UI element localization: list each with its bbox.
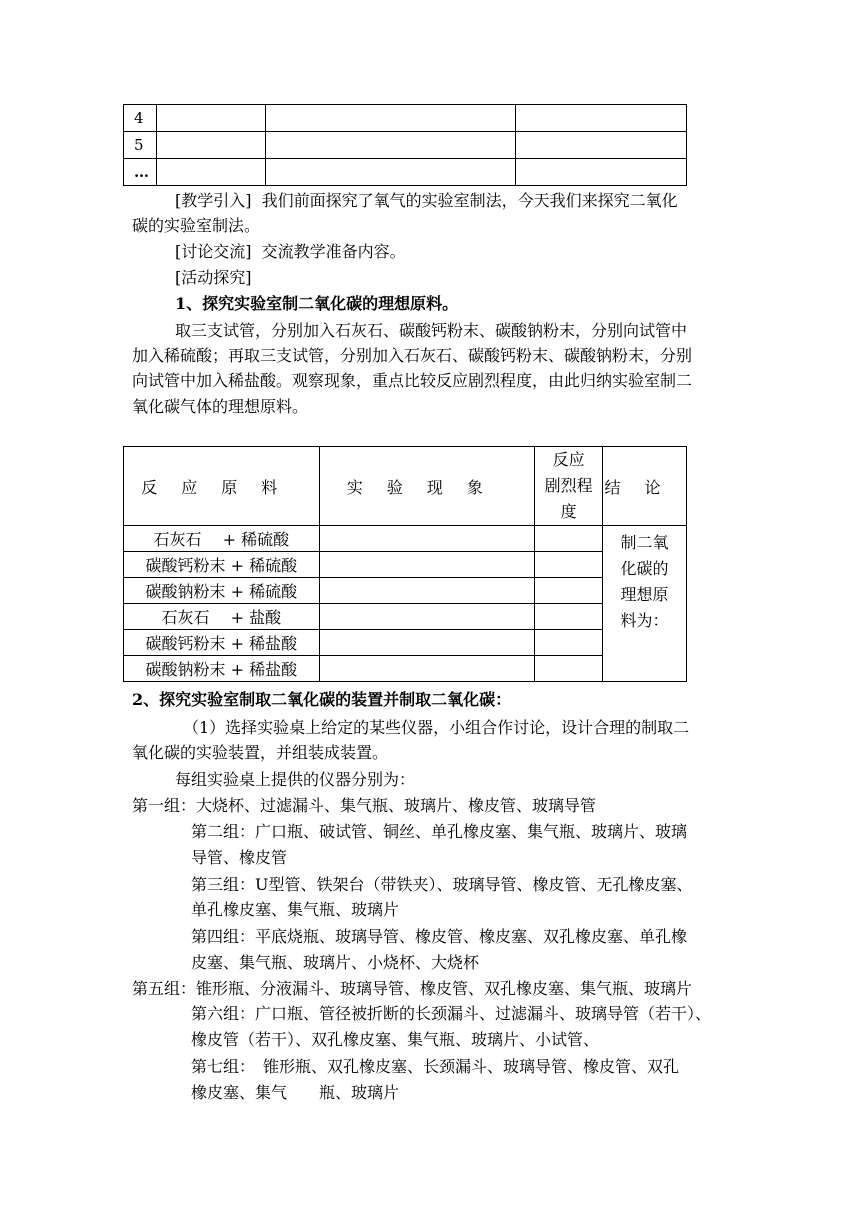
material-cell: 碳酸钠粉末 + 稀硫酸 — [124, 578, 320, 604]
discuss-tag: [讨论交流] — [175, 242, 252, 261]
table-row — [124, 604, 687, 630]
intro-line — [175, 191, 678, 211]
header-conclusion: 结论 — [603, 447, 687, 526]
continuation-table — [123, 104, 687, 186]
group-2: 导管、橡皮管 — [191, 848, 288, 867]
table-row — [124, 630, 687, 656]
material-cell: 碳酸钠粉末 + 稀盐酸 — [124, 656, 320, 682]
group-6: 第六组：广口瓶、管径被折断的长颈漏斗、过滤漏斗、玻璃导管（若干）、 — [191, 1004, 712, 1023]
group-5: 第五组：锥形瓶、分液漏斗、玻璃导管、橡皮管、双孔橡皮塞、集气瓶、玻璃片 — [132, 979, 693, 998]
material-cell: 石灰石 + 稀硫酸 — [124, 526, 320, 552]
intro-tag: [教学引入] — [175, 191, 252, 210]
group-2: 第二组：广口瓶、破试管、铜丝、单孔橡皮塞、集气瓶、玻璃片、玻璃 — [191, 822, 688, 841]
group-1: 第一组：大烧杯、过滤漏斗、集气瓶、玻璃片、橡皮管、玻璃导管 — [132, 796, 597, 815]
section1-paragraph: 向试管中加入稀盐酸。观察现象，重点比较反应剧烈程度，由此归纳实验室制二 — [132, 371, 693, 390]
material-cell: 石灰石 + 盐酸 — [124, 604, 320, 630]
section2-title: 2、探究实验室制取二氧化碳的装置并制取二氧化碳： — [132, 690, 512, 709]
table-row — [124, 132, 687, 159]
intro-text-2: 碳的实验室制法。 — [132, 216, 261, 235]
activity-tag: [活动探究] — [175, 268, 252, 287]
material-cell: 碳酸钙粉末 + 稀硫酸 — [124, 552, 320, 578]
group-7: 第七组： 锥形瓶、双孔橡皮塞、长颈漏斗、玻璃导管、橡皮管、双孔 — [191, 1057, 680, 1076]
discuss-line — [175, 242, 406, 262]
intro-text: 我们前面探究了氧气的实验室制法，今天我们来探究二氧化 — [261, 191, 678, 210]
group-6: 橡皮管（若干）、双孔橡皮塞、集气瓶、玻璃片、小试管、 — [191, 1030, 600, 1049]
section1-paragraph: 取三支试管，分别加入石灰石、碳酸钙粉末、碳酸钠粉末，分别向试管中 — [175, 321, 688, 340]
discuss-text: 交流教学准备内容。 — [261, 242, 406, 261]
section2-paragraph: 氧化碳的实验装置，并组装成装置。 — [132, 743, 389, 762]
table-row — [124, 656, 687, 682]
table-row — [124, 578, 687, 604]
group-4: 皮塞、集气瓶、玻璃片、小烧杯、大烧杯 — [191, 953, 480, 972]
conclusion-cell: 制二氧 化碳的 理想原 料为： — [603, 526, 687, 682]
section2-paragraph: 每组实验桌上提供的仪器分别为： — [175, 770, 416, 789]
group-3: 单孔橡皮塞、集气瓶、玻璃片 — [191, 900, 400, 919]
material-cell: 碳酸钙粉末 + 稀盐酸 — [124, 630, 320, 656]
materials-table — [123, 446, 687, 682]
table-row — [124, 159, 687, 186]
header-material: 反应原料 — [124, 447, 320, 526]
group-4: 第四组：平底烧瓶、玻璃导管、橡皮管、橡皮塞、双孔橡皮塞、单孔橡 — [191, 927, 688, 946]
section1-paragraph: 加入稀硫酸；再取三支试管，分别加入石灰石、碳酸钙粉末、碳酸钠粉末，分别 — [132, 346, 693, 365]
row-number: 4 — [124, 105, 157, 132]
table-header-row — [124, 447, 687, 526]
row-number: … — [124, 159, 157, 186]
section1-title: 1、探究实验室制二氧化碳的理想原料。 — [175, 294, 459, 313]
group-3: 第三组：U型管、铁架台（带铁夹）、玻璃导管、橡皮管、无孔橡皮塞、 — [191, 875, 693, 894]
section1-paragraph: 氧化碳气体的理想原料。 — [132, 397, 309, 416]
table-row — [124, 552, 687, 578]
header-phenomenon: 实验现象 — [319, 447, 535, 526]
header-intensity: 反应 剧烈程 度 — [535, 447, 603, 526]
group-7: 橡皮塞、集气 瓶、玻璃片 — [191, 1083, 400, 1102]
table-row — [124, 526, 687, 552]
row-number: 5 — [124, 132, 157, 159]
section2-paragraph: （1）选择实验桌上给定的某些仪器，小组合作讨论，设计合理的制取二 — [183, 718, 690, 737]
table-row — [124, 105, 687, 132]
